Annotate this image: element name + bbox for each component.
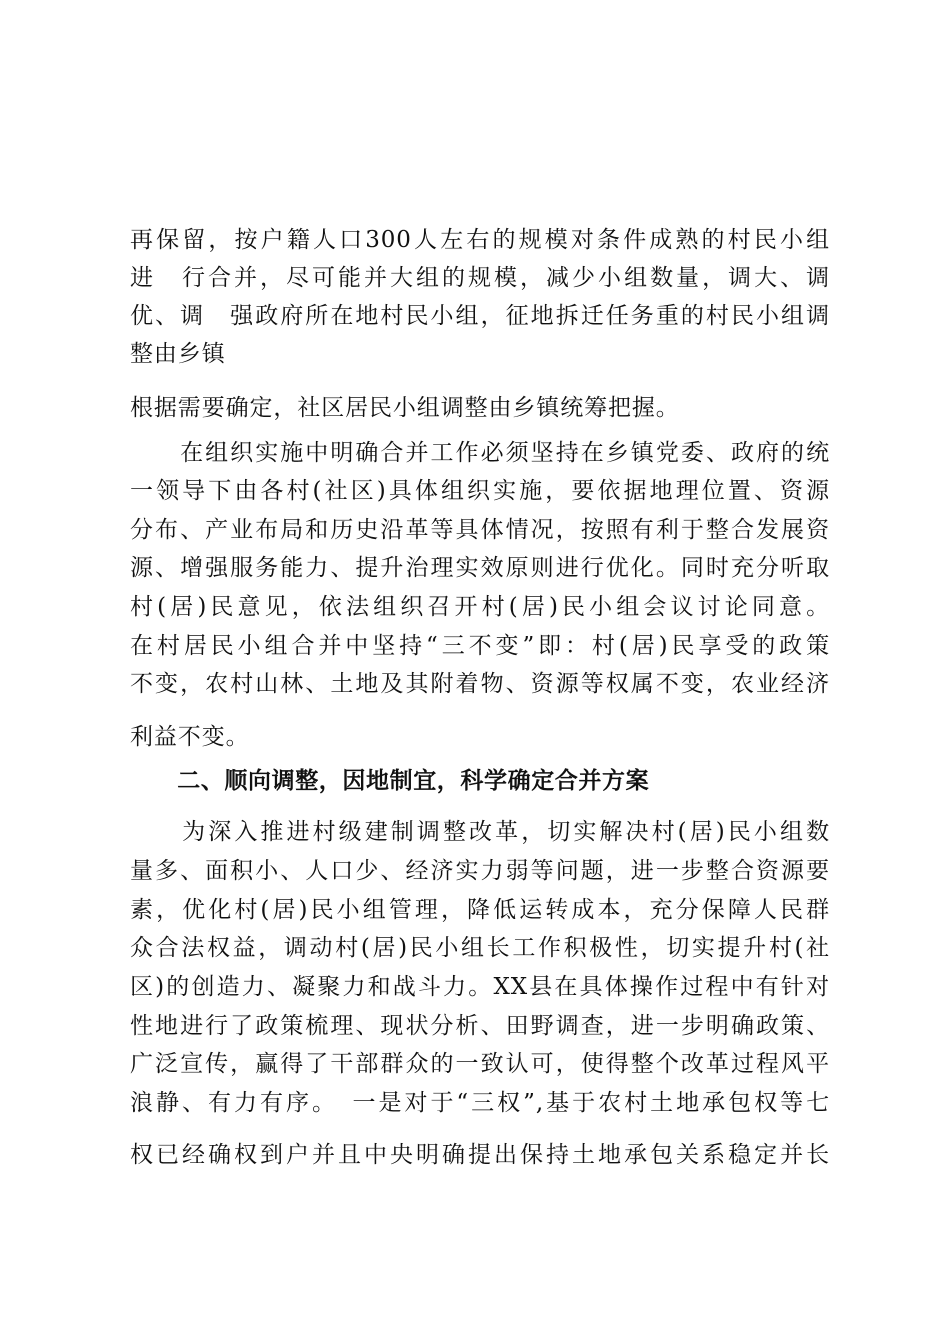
paragraph-line: 村(居)民意见，依法组织召开村(居)民小组会议讨论同意。 xyxy=(130,594,830,620)
paragraph-line: 素，优化村(居)民小组管理，降低运转成本，充分保障人民群 xyxy=(130,897,830,923)
paragraph-line: 广泛宣传，赢得了干部群众的一致认可，使得整个改革过程风平 xyxy=(130,1051,830,1077)
section-heading: 二、顺向调整，因地制宜，科学确定合并方案 xyxy=(130,768,650,794)
paragraph-line: 分布、产业布局和历史沿革等具体情况，按照有利于整合发展资 xyxy=(130,517,830,543)
text-line: 进 行合并，尽可能并大组的规模，减少小组数量，调大、调 xyxy=(130,265,830,291)
paragraph-line: 浪静、有力有序。 一是对于“三权”,基于农村土地承包权等七 xyxy=(130,1090,830,1116)
text-line: 整由乡镇 xyxy=(130,341,226,367)
paragraph-line: 为深入推进村级建制调整改革，切实解决村(居)民小组数 xyxy=(130,819,830,845)
paragraph-line: 在村居民小组合并中坚持“三不变”即：村(居)民享受的政策 xyxy=(130,633,830,659)
paragraph-line: 区)的创造力、凝聚力和战斗力。XX县在具体操作过程中有针对 xyxy=(130,974,830,1000)
paragraph-line: 一领导下由各村(社区)具体组织实施，要依据地理位置、资源 xyxy=(130,478,830,504)
paragraph-line: 性地进行了政策梳理、现状分析、田野调查，进一步明确政策、 xyxy=(130,1013,830,1039)
text-line: 优、调 强政府所在地村民小组，征地拆迁任务重的村民小组调 xyxy=(130,303,830,329)
paragraph-line: 源、增强服务能力、提升治理实效原则进行优化。同时充分听取 xyxy=(130,555,830,581)
text-line: 根据需要确定，社区居民小组调整由乡镇统筹把握。 xyxy=(130,395,680,421)
paragraph-line: 众合法权益，调动村(居)民小组长工作积极性，切实提升村(社 xyxy=(130,935,830,961)
paragraph-line: 在组织实施中明确合并工作必须坚持在乡镇党委、政府的统 xyxy=(130,440,830,466)
paragraph-line: 权已经确权到户并且中央明确提出保持土地承包关系稳定并长 xyxy=(130,1142,830,1168)
paragraph-line: 量多、面积小、人口少、经济实力弱等问题，进一步整合资源要 xyxy=(130,858,830,884)
paragraph-line: 不变，农村山林、土地及其附着物、资源等权属不变，农业经济 xyxy=(130,671,830,697)
text-line: 再保留，按户籍人口300人左右的规模对条件成熟的村民小组 xyxy=(130,227,830,253)
paragraph-line: 利益不变。 xyxy=(130,724,250,750)
